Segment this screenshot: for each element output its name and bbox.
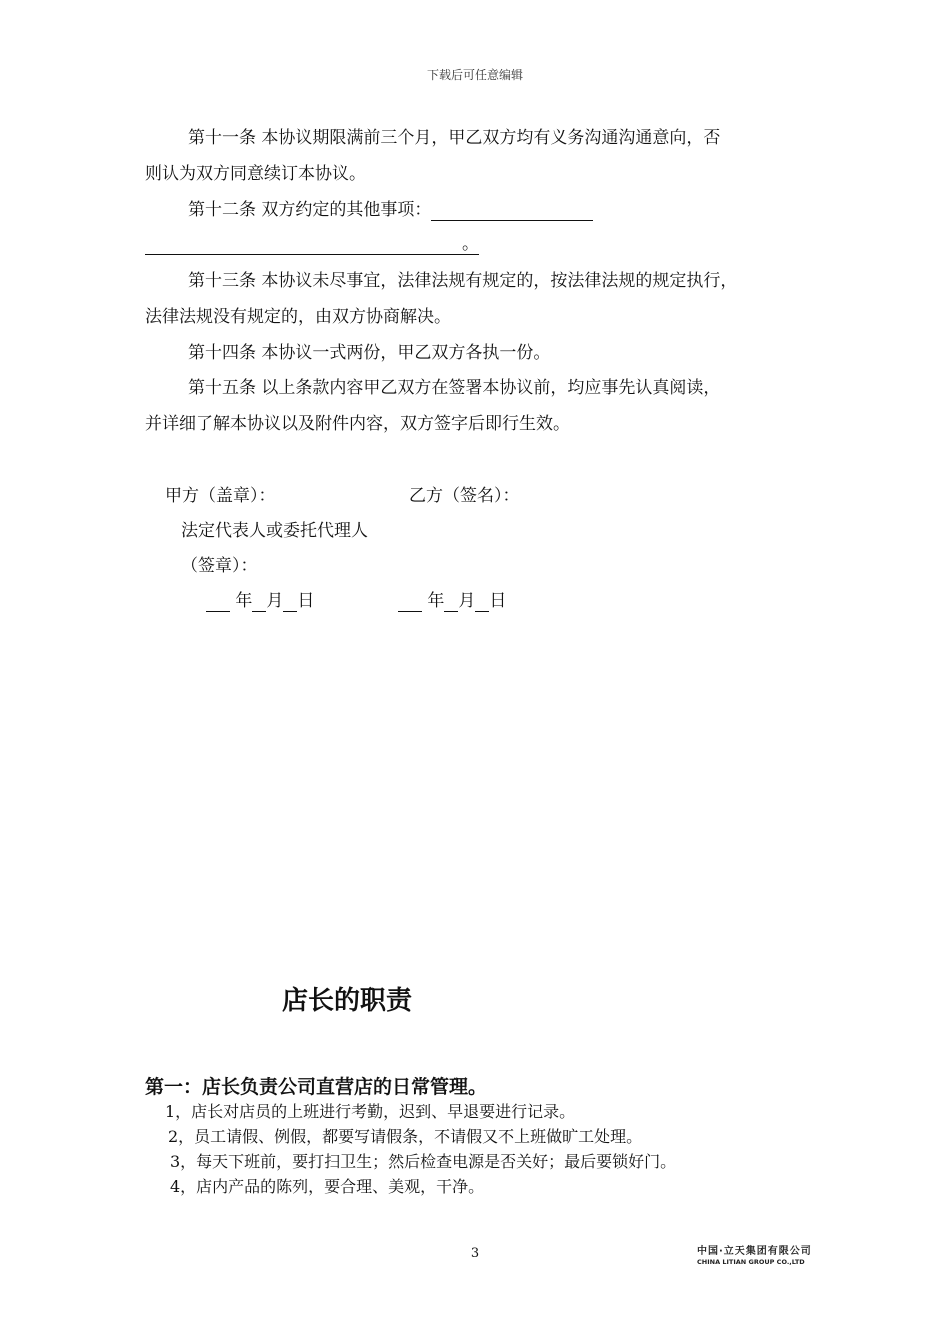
article-11-line-1: 第十一条 本协议期限满前三个月，甲乙双方均有义务沟通沟通意向，否 bbox=[188, 128, 721, 148]
article-13-line-2: 法律法规没有规定的，由双方协商解决。 bbox=[145, 307, 451, 327]
section-title: 店长的职责 bbox=[282, 986, 413, 1016]
article-11-line-2: 则认为双方同意续订本协议。 bbox=[145, 164, 366, 184]
day-blank bbox=[475, 591, 489, 612]
article-12-end: 。 bbox=[462, 234, 479, 254]
page-number: 3 bbox=[470, 1246, 480, 1261]
party-b-date bbox=[398, 591, 506, 612]
article-12-continuation bbox=[145, 234, 479, 255]
party-b-label: 乙方（签名）： bbox=[409, 486, 520, 506]
article-15-line-2: 并详细了解本协议以及附件内容，双方签字后即行生效。 bbox=[145, 414, 570, 434]
day-blank bbox=[283, 591, 297, 612]
list-item: 3，每天下班前，要打扫卫生；然后检查电源是否关好；最后要锁好门。 bbox=[170, 1152, 677, 1171]
party-a-label: 甲方（盖章）： bbox=[165, 486, 276, 506]
party-a-date bbox=[206, 591, 314, 612]
logo-chinese-text: 中国·立天集团有限公司 bbox=[697, 1246, 812, 1257]
seal-label: （签章）： bbox=[181, 556, 258, 576]
year-label: 年 bbox=[427, 591, 445, 611]
day-label: 日 bbox=[297, 591, 315, 611]
company-logo bbox=[697, 1242, 812, 1266]
list-item: 2，员工请假、例假，都要写请假条，不请假又不上班做旷工处理。 bbox=[168, 1127, 643, 1146]
other-matters-blank-2 bbox=[145, 234, 479, 255]
list-item: 4，店内产品的陈列，要合理、美观，干净。 bbox=[170, 1177, 485, 1196]
representative-label: 法定代表人或委托代理人 bbox=[181, 521, 368, 541]
other-matters-blank bbox=[431, 200, 593, 221]
section-heading: 第一：店长负责公司直营店的日常管理。 bbox=[145, 1076, 488, 1098]
month-blank bbox=[252, 591, 266, 612]
list-item: 1，店长对店员的上班进行考勤，迟到、早退要进行记录。 bbox=[165, 1102, 576, 1121]
article-13-line-1: 第十三条 本协议未尽事宜，法律法规有规定的，按法律法规的规定执行， bbox=[188, 271, 738, 291]
month-label: 月 bbox=[458, 591, 476, 611]
year-blank bbox=[206, 591, 230, 612]
year-blank bbox=[398, 591, 422, 612]
article-14: 第十四条 本协议一式两份，甲乙双方各执一份。 bbox=[188, 343, 551, 363]
article-15-line-1: 第十五条 以上条款内容甲乙双方在签署本协议前，均应事先认真阅读， bbox=[188, 378, 721, 398]
article-12 bbox=[188, 200, 593, 221]
day-label: 日 bbox=[489, 591, 507, 611]
page-header: 下载后可任意编辑 bbox=[426, 68, 523, 82]
article-12-label: 第十二条 双方约定的其他事项： bbox=[188, 200, 432, 220]
month-blank bbox=[444, 591, 458, 612]
month-label: 月 bbox=[266, 591, 284, 611]
logo-english-text: CHINA LITIAN GROUP CO.,LTD bbox=[697, 1258, 805, 1266]
year-label: 年 bbox=[235, 591, 253, 611]
